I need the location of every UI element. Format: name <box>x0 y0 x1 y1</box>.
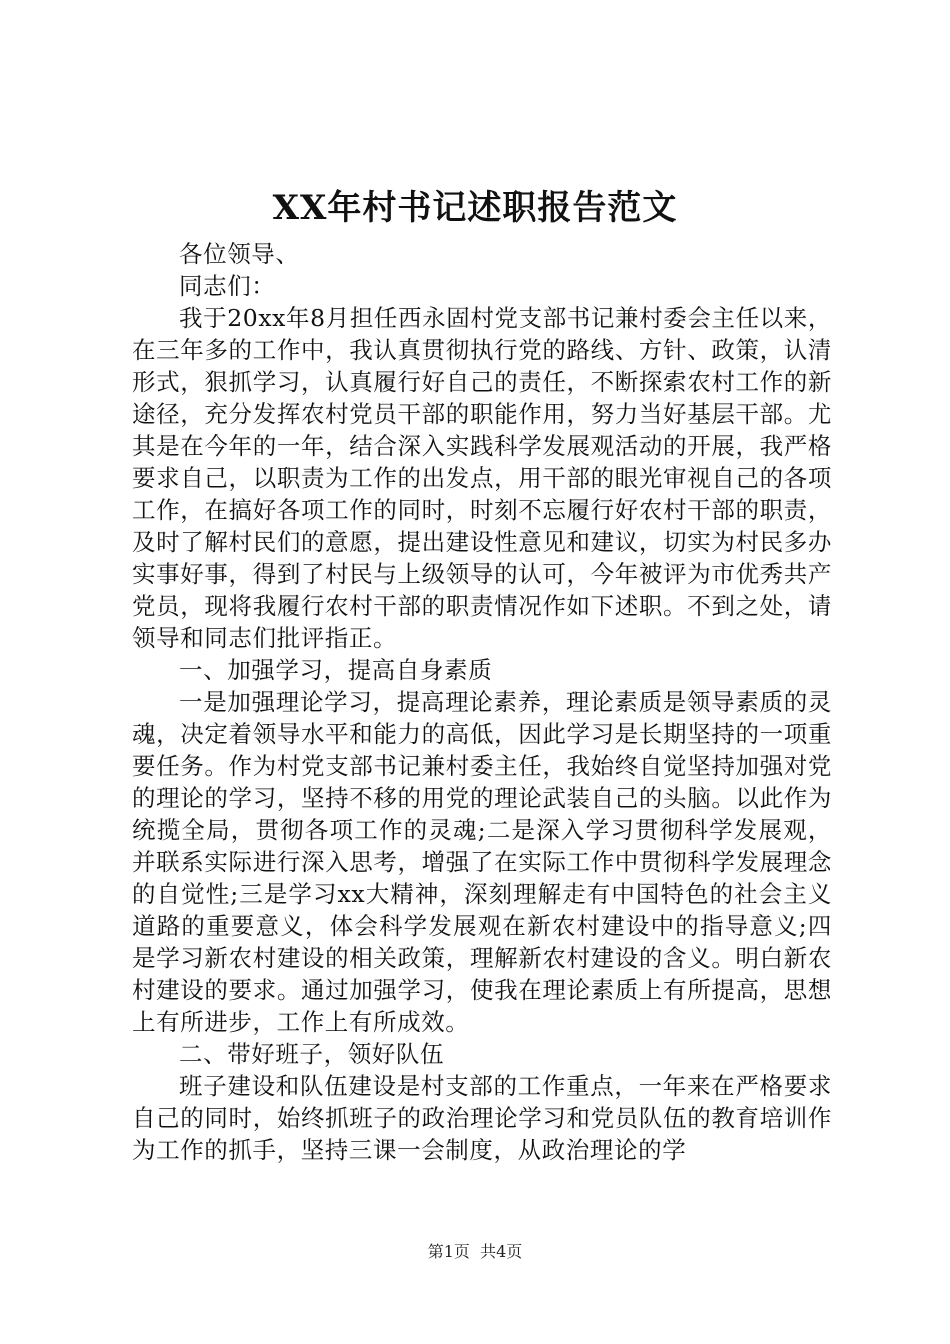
salutation-line-1: 各位领导、 <box>179 240 300 268</box>
intro-paragraph: 我于20xx年8月担任西永固村党支部书记兼村委会主任以来，在三年多的工作中，我认真贯彻执行党的路线、方针、政策，认清形式，狠抓学习，认真履行好自己的责任，不断探索农村工作的新途径，充分发挥农村党员干部的职能作用，努力当好基层干部。尤其是在今年的一年，结合深入实践科学发展观活动的开展，我严格要求自己，以职责为工作的出发点，用干部的眼光审视自己的各项工作，在搞好各项工作的同时，时刻不忘履行好农村干部的职责，及时了解村民们的意愿，提出建设性意见和建议，切实为村民多办实事好事，得到了村民与上级领导的认可，今年被评为市优秀共产党员，现将我履行农村干部的职责情况作如下述职。不到之处，请领导和同志们批评指正。 <box>132 304 832 652</box>
document-title: XX年村书记述职报告范文 <box>272 188 678 228</box>
section-heading-2: 二、带好班子，领好队伍 <box>179 1040 445 1068</box>
document-body <box>132 238 832 1166</box>
salutation-line-2: 同志们： <box>179 272 276 300</box>
section-2-paragraph: 班子建设和队伍建设是村支部的工作重点，一年来在严格要求自己的同时，始终抓班子的政治理论学习和党员队伍的教育培训作为工作的抓手，坚持三课一会制度，从政治理论的学 <box>132 1072 832 1164</box>
page-number: 第1页 <box>427 1242 470 1261</box>
page-total: 共4页 <box>480 1242 523 1261</box>
section-1-paragraph: 一是加强理论学习，提高理论素养，理论素质是领导素质的灵魂，决定着领导水平和能力的高低，因此学习是长期坚持的一项重要任务。作为村党支部书记兼村委主任，我始终自觉坚持加强对党的理论的学习，坚持不移的用党的理论武装自己的头脑。以此作为统揽全局，贯彻各项工作的灵魂;二是深入学习贯彻科学发展观，并联系实际进行深入思考，增强了在实际工作中贯彻科学发展理念的自觉性;三是学习xx大精神，深刻理解走有中国特色的社会主义道路的重要意义，体会科学发展观在新农村建设中的指导意义;四是学习新农村建设的相关政策，理解新农村建设的含义。明白新农村建设的要求。通过加强学习，使我在理论素质上有所提高，思想上有所进步，工作上有所成效。 <box>132 688 832 1036</box>
page-footer <box>0 1240 950 1264</box>
section-heading-1: 一、加强学习，提高自身素质 <box>179 656 493 684</box>
